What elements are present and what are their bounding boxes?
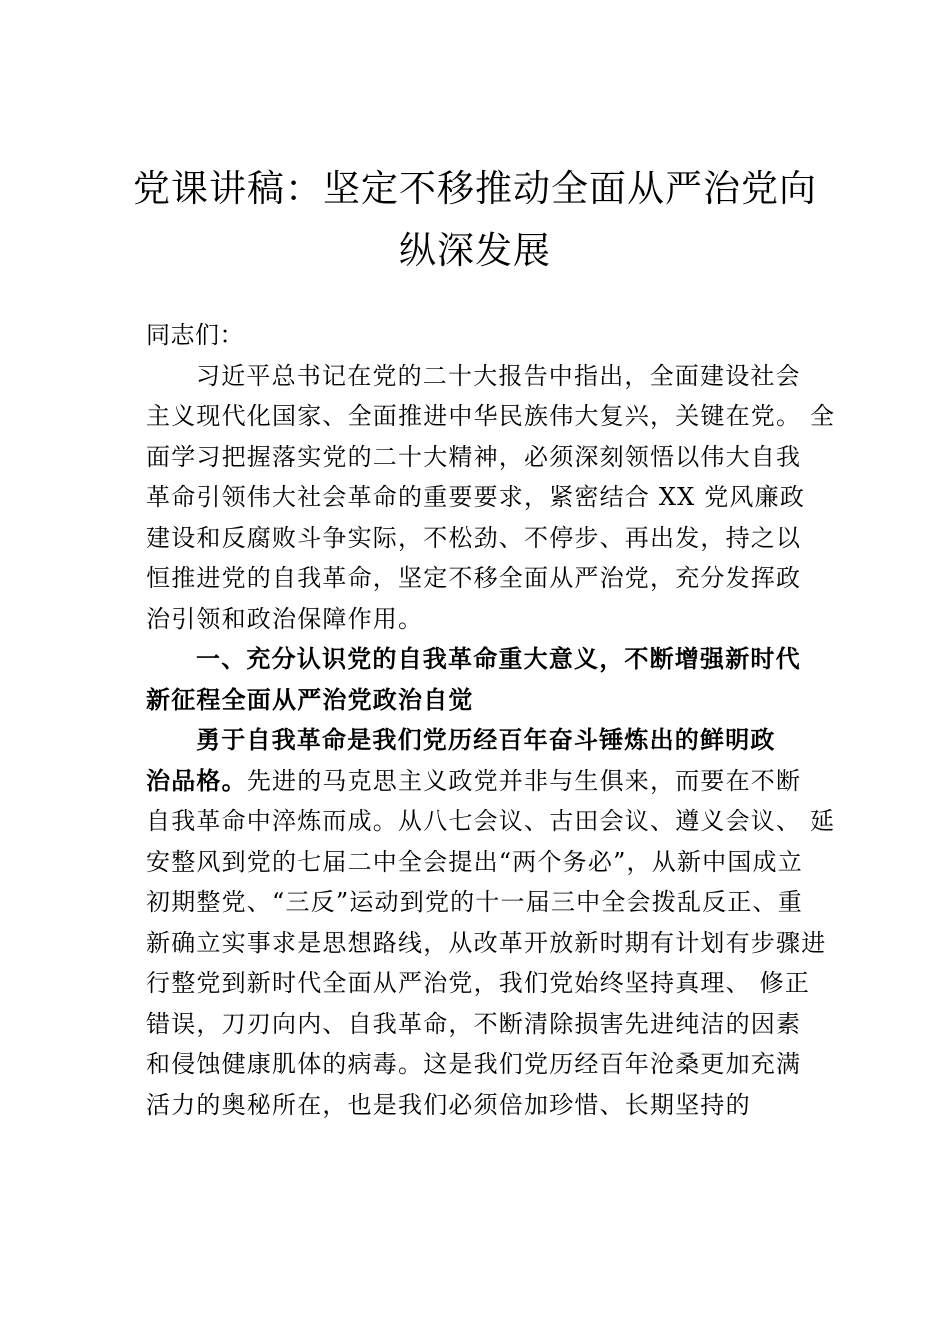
paragraph-line	[146, 761, 818, 802]
paragraph-line: 治引领和政治保障作用。	[146, 604, 424, 633]
salutation: 同志们：	[146, 321, 244, 349]
paragraph-line: 革命引领伟大社会革命的重要要求，紧密结合 XX 党风廉政	[146, 483, 806, 511]
heading-line: 一、充分认识党的自我革命重大意义，不断增强新时代	[196, 645, 801, 673]
paragraph-line: 习近平总书记在党的二十大报告中指出，全面建设社会	[196, 361, 801, 390]
paragraph-line-rest: 先进的马克思主义政党并非与生俱来，而要在不断	[246, 766, 802, 795]
paragraph-line: 行整党到新时代全面从严治党，我们党始终坚持真理、 修正	[146, 969, 811, 997]
paragraph-line: 自我革命中淬炼而成。从八七会议、古田会议、遵义会议、 延	[146, 807, 836, 835]
paragraph-intro	[146, 356, 836, 640]
document-title	[130, 158, 820, 282]
heading-line: 新征程全面从严治党政治自觉	[146, 685, 474, 714]
paragraph-self-revolution	[146, 720, 836, 1125]
paragraph-line: 安整风到党的七届二中全会提出“两个务必”，从新中国成立	[146, 847, 803, 876]
paragraph-line: 初期整党、“三反”运动到党的十一届三中全会拨乱反正、重	[146, 888, 803, 916]
paragraph-line: 错误，刀刃向内、自我革命，不断清除损害先进纯洁的因素	[146, 1009, 802, 1038]
paragraph-line: 恒推进党的自我革命，坚定不移全面从严治党，充分发挥政	[146, 564, 802, 592]
document-body	[146, 315, 836, 1125]
paragraph-lead-sentence-end: 治品格。	[146, 765, 247, 795]
paragraph-line: 活力的奥秘所在，也是我们必须倍加珍惜、长期坚持的	[146, 1090, 751, 1119]
paragraph-line: 主义现代化国家、全面推进中华民族伟大复兴，关键在党。 全	[146, 402, 836, 430]
paragraph-line: 新确立实事求是思想路线，从改革开放新时期有计划有步骤进	[146, 928, 827, 957]
title-line-2: 纵深发展	[399, 229, 551, 272]
paragraph-line: 建设和反腐败斗争实际，不松劲、不停步、再出发，持之以	[146, 523, 802, 552]
title-line-1: 党课讲稿：坚定不移推动全面从严治党向	[133, 167, 817, 210]
section-heading-1	[146, 639, 818, 720]
paragraph-line: 面学习把握落实党的二十大精神，必须深刻领悟以伟大自我	[146, 442, 802, 471]
paragraph-lead-sentence: 勇于自我革命是我们党历经百年奋斗锤炼出的鲜明政	[196, 725, 776, 754]
paragraph-line: 和侵蚀健康肌体的病毒。这是我们党历经百年沧桑更加充满	[146, 1050, 802, 1078]
